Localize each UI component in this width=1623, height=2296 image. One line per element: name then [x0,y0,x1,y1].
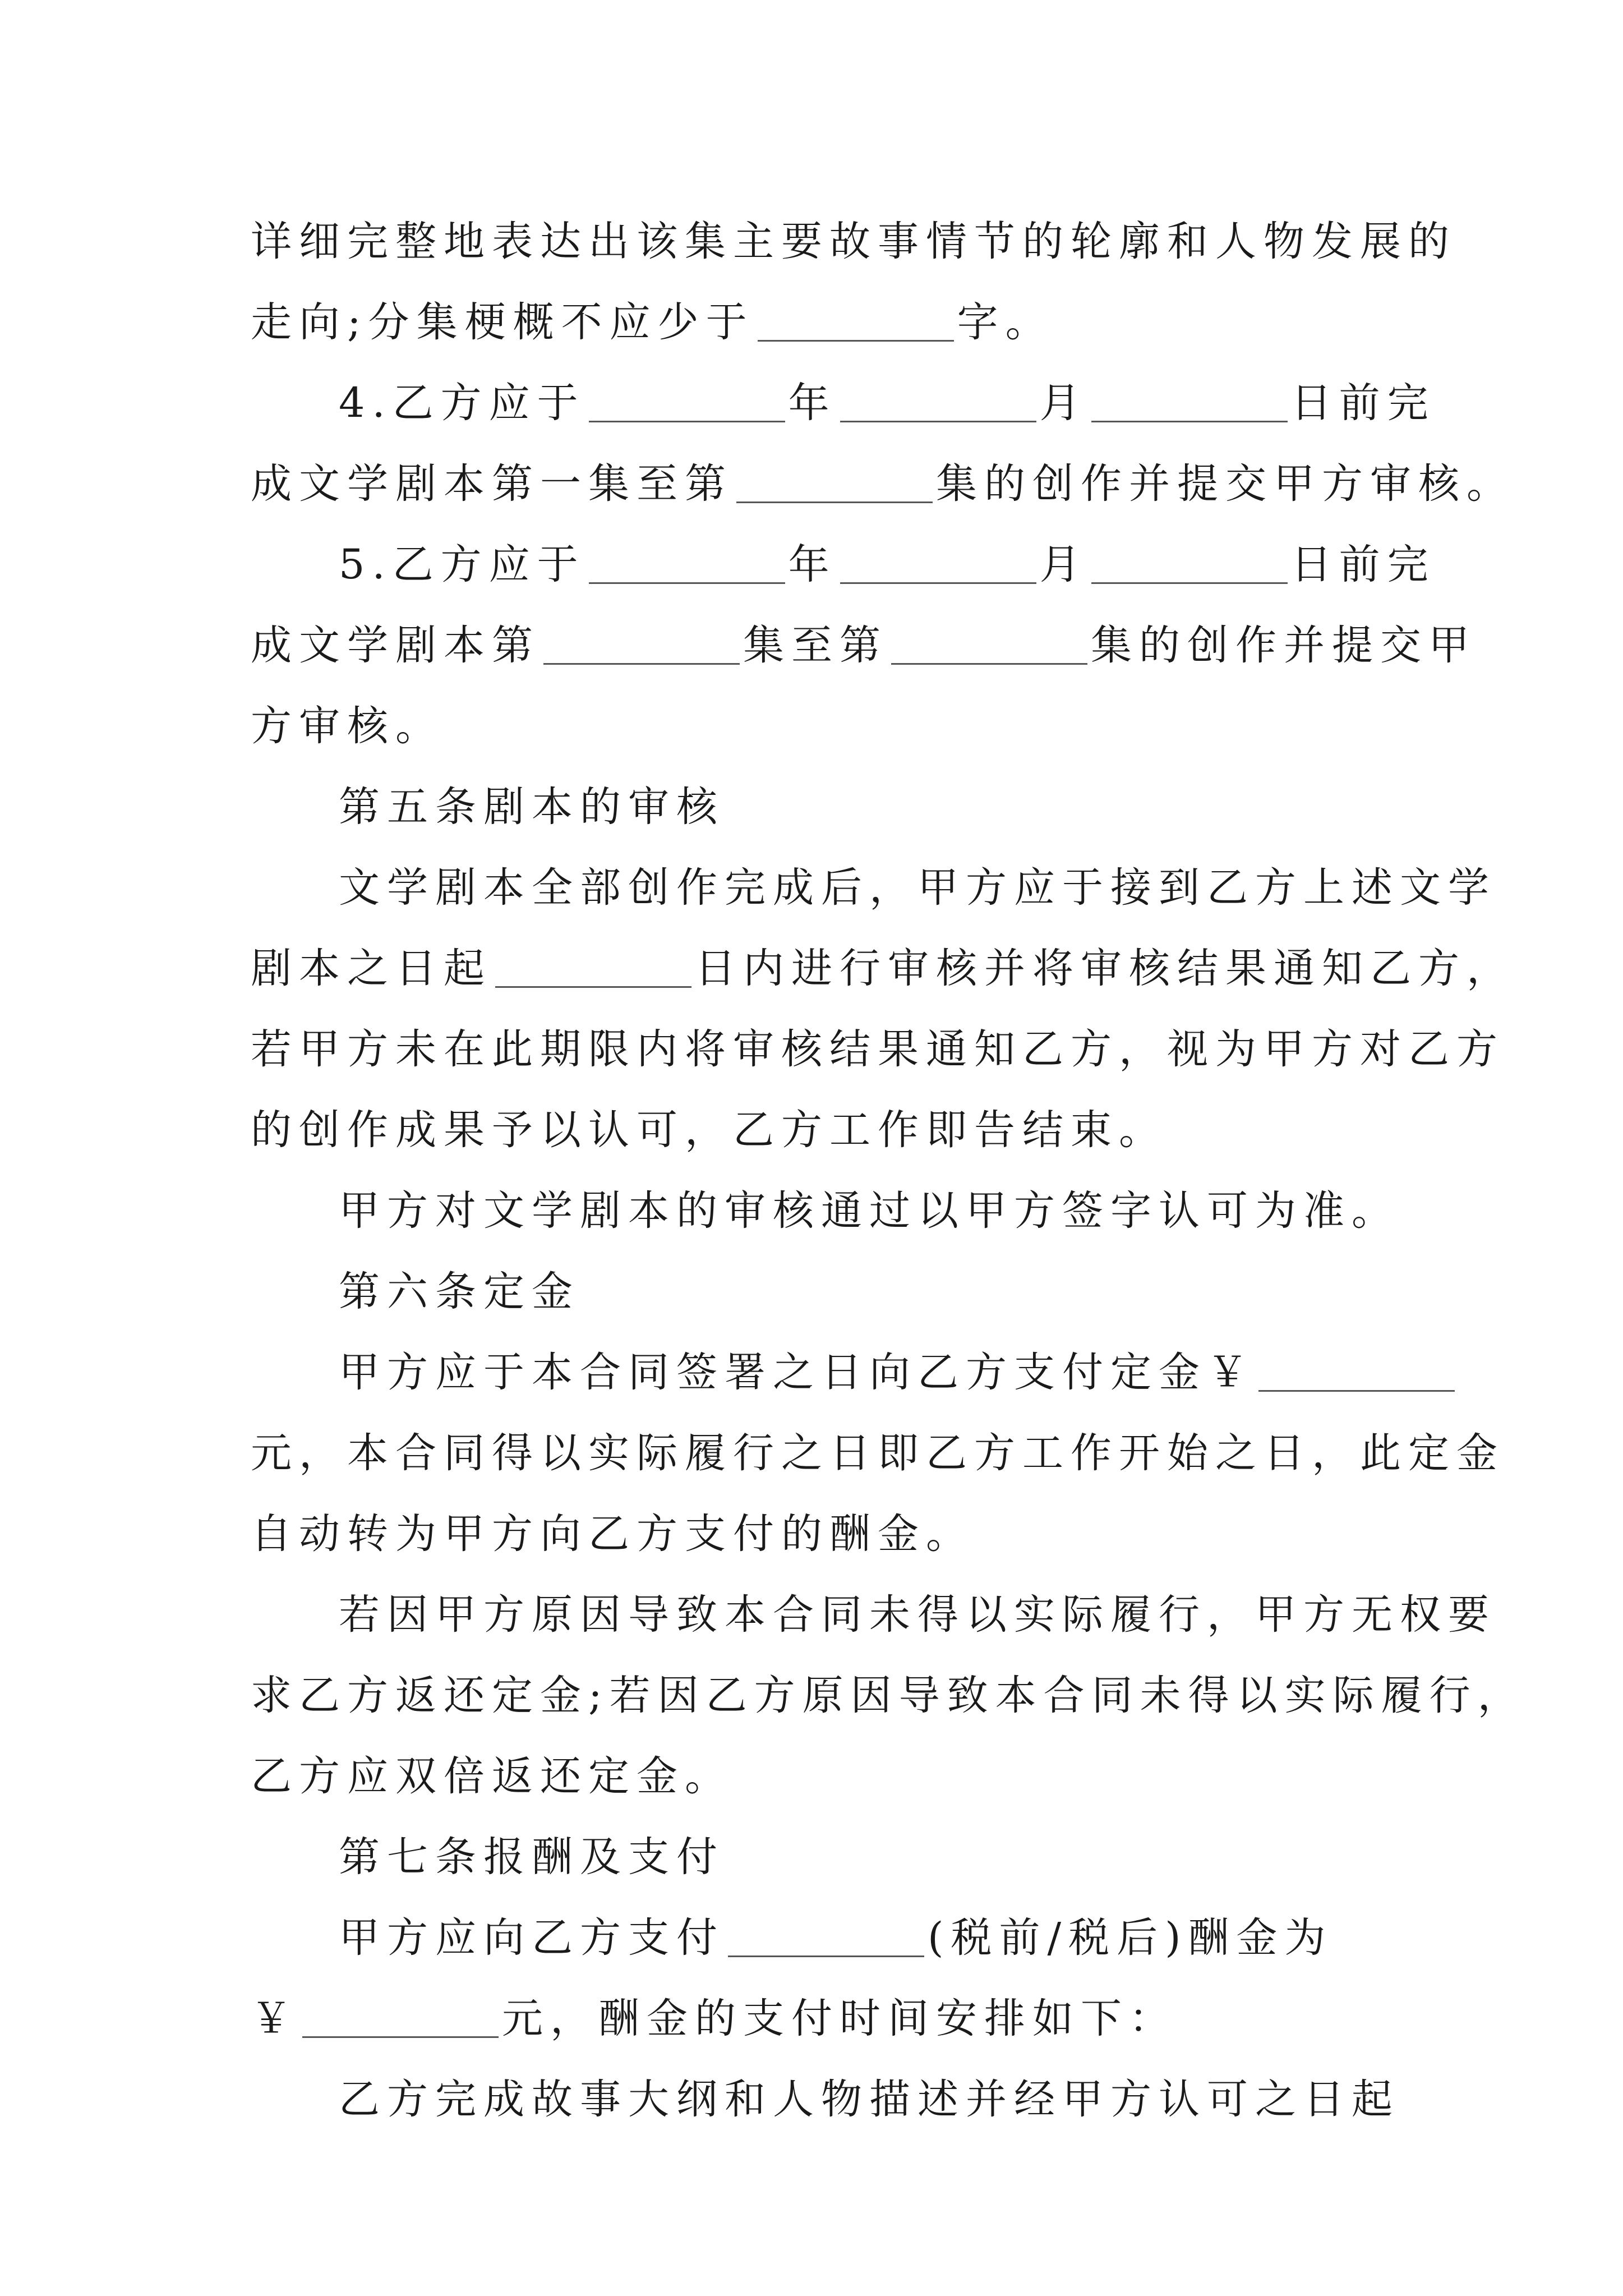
text-segment: 月 [1039,541,1088,588]
text-segment: (税前/税后)酬金为 [928,1914,1333,1962]
fill-in-blank[interactable] [840,547,1036,584]
text-segment: 集至第 [743,622,888,669]
text-segment: 5.乙方应于 [339,541,585,588]
text-segment: 集的创作并提交甲 [1091,622,1477,669]
fill-in-blank[interactable] [589,386,785,422]
text-segment: 剧本之日起 [251,945,492,992]
text-segment: 若因甲方原因导致本合同未得以实际履行，甲方无权要 [339,1591,1496,1639]
text-segment: 走向;分集梗概不应少于 [251,298,754,346]
text-segment: 乙方完成故事大纲和人物描述并经甲方认可之日起 [339,2076,1400,2123]
fill-in-blank[interactable] [1091,386,1288,422]
text-segment: 年 [788,379,837,427]
text-segment: 成文学剧本第一集至第 [251,460,733,508]
fill-in-blank[interactable] [302,2001,499,2038]
text-segment: 详细完整地表达出该集主要故事情节的轮廓和人物发展的 [251,218,1456,265]
text-segment: 方审核。 [251,702,444,750]
fill-in-blank[interactable] [495,951,691,988]
text-segment: 元，本合同得以实际履行之日即乙方工作开始之日，此定金 [251,1429,1505,1477]
text-segment: 第五条剧本的审核 [339,783,725,831]
fill-in-blank[interactable] [1091,547,1288,584]
fill-in-blank[interactable] [728,1921,924,1957]
text-segment: 集的创作并提交甲方审核。 [936,460,1515,508]
text-segment: 甲方对文学剧本的审核通过以甲方签字认可为准。 [339,1187,1400,1235]
text-segment: 元，酬金的支付时间安排如下： [502,1995,1177,2042]
text-segment: 日前完 [1290,379,1436,427]
text-segment: 月 [1039,379,1088,427]
fill-in-blank[interactable] [891,628,1087,665]
text-segment: 自动转为甲方向乙方支付的酬金。 [251,1510,974,1558]
fill-in-blank[interactable] [1258,1355,1455,1392]
text-segment: 字。 [957,298,1054,346]
text-segment: 日内进行审核并将审核结果通知乙方， [695,945,1515,992]
text-segment: 甲方应向乙方支付 [339,1914,725,1962]
text-line [339,2052,1400,2147]
text-segment: 第六条定金 [339,1268,580,1315]
fill-in-blank[interactable] [736,467,933,503]
text-segment: 年 [788,541,837,588]
text-segment: ￥ [251,1995,299,2042]
text-segment: 文学剧本全部创作完成后，甲方应于接到乙方上述文学 [339,864,1496,912]
text-segment: 乙方应双倍返还定金。 [251,1752,733,1800]
text-segment: 的创作成果予以认可，乙方工作即告结束。 [251,1106,1167,1154]
text-segment: 求乙方返还定金;若因乙方原因导致本合同未得以实际履行， [251,1672,1526,1719]
text-segment: 成文学剧本第 [251,622,540,669]
text-segment: 第七条报酬及支付 [339,1833,725,1881]
fill-in-blank[interactable] [840,386,1036,422]
text-segment: 若甲方未在此期限内将审核结果通知乙方，视为甲方对乙方 [251,1025,1505,1073]
fill-in-blank[interactable] [758,305,954,342]
text-segment: 4.乙方应于 [339,379,585,427]
fill-in-blank[interactable] [589,547,785,584]
text-segment: 甲方应于本合同签署之日向乙方支付定金￥ [339,1349,1255,1396]
fill-in-blank[interactable] [543,628,740,665]
text-segment: 日前完 [1290,541,1436,588]
